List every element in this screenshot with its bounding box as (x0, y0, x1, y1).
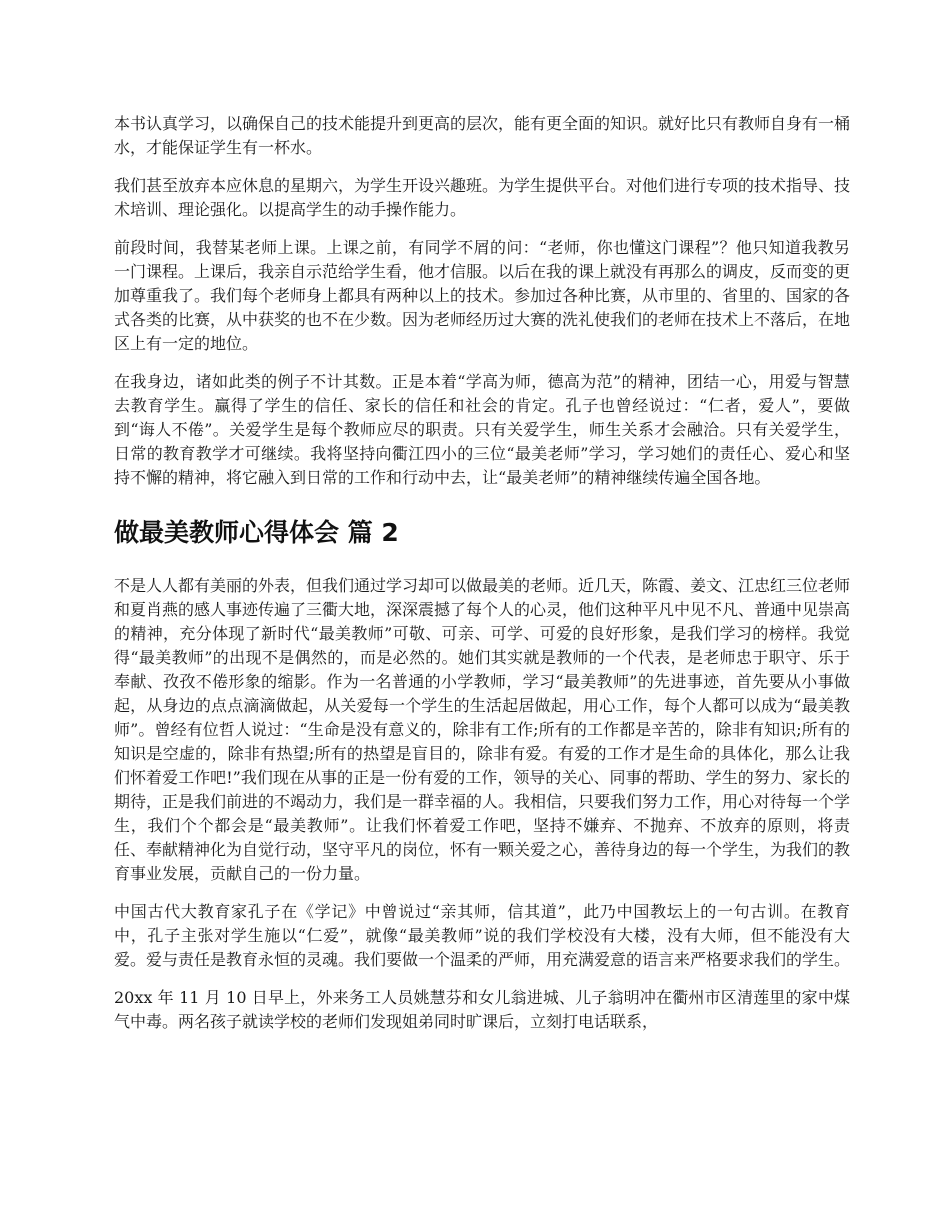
document-page (114, 112, 850, 1048)
paragraph-interest-class: 我们甚至放弃本应休息的星期六，为学生开设兴趣班。为学生提供平台。对他们进行专项的技术指导、技术培训、理论强化。以提高学生的动手操作能力。 (114, 176, 851, 219)
paragraph-confucius: 中国古代大教育家孔子在《学记》中曾说过“亲其师，信其道”，此乃中国教坛上的一句古训。在教育中，孔子主张对学生施以“仁爱”，就像“最美教师”说的我们学校没有大楼，没有大师，但不能没有大爱。爱与责任是教育永恒的灵魂。我们要做一个温柔的严师，用充满爱意的语言来严格要求我们的学生。 (114, 902, 851, 969)
paragraph-gas-poisoning: 20xx 年 11 月 10 日早上，外来务工人员姚慧芬和女儿翁进城、儿子翁明冲在衢州市区清莲里的家中煤气中毒。两名孩子就读学校的老师们发现姐弟同时旷课后，立刻打电话联系， (114, 988, 850, 1031)
paragraph-examples: 在我身边，诸如此类的例子不计其数。正是本着“学高为师，德高为范”的精神，团结一心，用爱与智慧去教育学生。赢得了学生的信任、家长的信任和社会的肯定。孔子也曾经说过：“仁者，爱人”，要做到“诲人不倦”。关爱学生是每个教师应尽的职责。只有关爱学生，师生关系才会融洽。只有关爱学生，日常的教育教学才可继续。我将坚持向衢江四小的三位“最美老师”学习，学习她们的责任心、爱心和坚持不懈的精神，将它融入到日常的工作和行动中去，让“最美老师”的精神继续传遍全国各地。 (114, 372, 850, 487)
paragraph-tech-study: 本书认真学习，以确保自己的技术能提升到更高的层次，能有更全面的知识。就好比只有教师自身有一桶水，才能保证学生有一杯水。 (114, 114, 851, 157)
paragraph-substitute-class: 前段时间，我替某老师上课。上课之前，有同学不屑的问：“老师，你也懂这门课程”？他只知道我教另一门课程。上课后，我亲自示范给学生看，他才信服。以后在我的课上就没有再那么的调皮，反而变的更加尊重我了。我们每个老师身上都具有两种以上的技术。参加过各种比赛，从市里的、省里的、国家的各式各类的比赛，从中获奖的也不在少数。因为老师经历过大赛的洗礼使我们的老师在技术上不落后，在地区上有一定的地位。 (114, 238, 851, 353)
paragraph-most-beautiful-teacher: 不是人人都有美丽的外表，但我们通过学习却可以做最美的老师。近几天，陈霞、姜文、江忠红三位老师和夏肖燕的感人事迹传遍了三衢大地，深深震撼了每个人的心灵，他们这种平凡中见不凡、普通中见崇高的精神，充分体现了新时代“最美教师”可敬、可亲、可学、可爱的良好形象，是我们学习的榜样。我觉得“最美教师”的出现不是偶然的，而是必然的。她们其实就是教师的一个代表，是老师忠于职守、乐于奉献、孜孜不倦形象的缩影。作为一名普通的小学教师，学习“最美教师”的先进事迹，首先要从小事做起，从身边的点点滴滴做起，从关爱每一个学生的生活起居做起，用心工作，每个人都可以成为“最美教师”。曾经有位哲人说过：“生命是没有意义的，除非有工作;所有的工作都是辛苦的，除非有知识;所有的知识是空虚的，除非有热望;所有的热望是盲目的，除非有爱。有爱的工作才是生命的具体化，那么让我们怀着爱工作吧!”我们现在从事的正是一份有爱的工作，领导的关心、同事的帮助、学生的努力、家长的期待，正是我们前进的不竭动力，我们是一群幸福的人。我相信，只要我们努力工作，用心对待每一个学生，我们个个都会是“最美教师”。让我们怀着爱工作吧，坚持不嫌弃、不抛弃、不放弃的原则，将责任、奉献精神化为自觉行动，坚守平凡的岗位，怀有一颗关爱之心，善待身边的每一个学生，为我们的教育事业发展，贡献自己的一份力量。 (114, 576, 851, 883)
section-title: 做最美教师心得体会 篇 2 (114, 518, 399, 547)
